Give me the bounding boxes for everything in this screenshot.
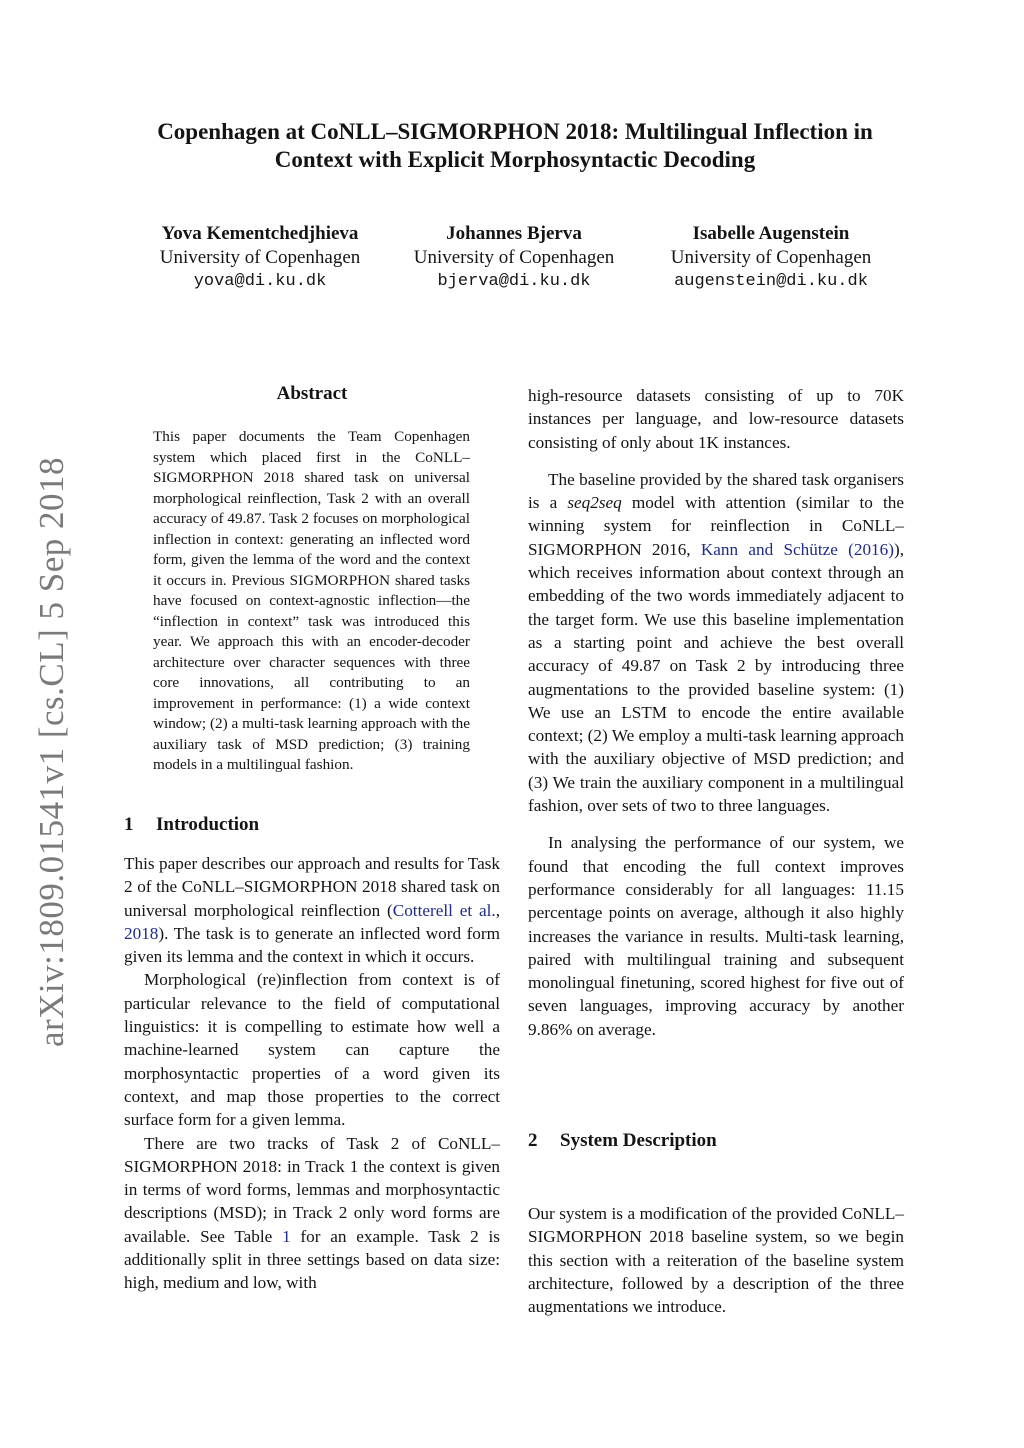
right-column-text xyxy=(528,384,904,1041)
left-column-text xyxy=(124,852,500,1295)
author-name: Yova Kementchedjhieva xyxy=(161,223,359,244)
citation-link[interactable]: Cotterell et al., 2018 xyxy=(124,900,500,943)
author-email[interactable]: yova@di.ku.dk xyxy=(193,272,327,291)
right-paragraph-1: high-resource datasets consisting of up to 70K instances per language, and low-resource datasets consisting of only about 1K instances. xyxy=(528,386,904,452)
author-block-2 xyxy=(384,222,644,294)
author-affiliation: University of Copenhagen xyxy=(413,247,615,268)
author-name: Isabelle Augenstein xyxy=(692,223,850,244)
abstract-body xyxy=(153,427,470,776)
author-email[interactable]: bjerva@di.ku.dk xyxy=(437,272,591,291)
section-heading-introduction: 1 Introduction xyxy=(124,814,260,835)
abstract-heading: Abstract xyxy=(276,383,348,404)
citation-link[interactable]: Kann and Schütze (2016) xyxy=(700,539,894,559)
author-block-3 xyxy=(641,222,901,294)
abstract-text: This paper documents the Team Copenhagen system which placed first in the CoNLL–SIGMORPHON 2018 shared task on universal morphological reinflection, Task 2 with an overall accuracy of 49.87. Task 2 focuses on morphological inflection in context: generating an inflected word form, given the lemma of the word and the context it occurs in. Previous SIGMORPHON shared tasks have focused on context-agnostic inflection—the “inflection in context” task was introduced this year. We approach this with an encoder-decoder architecture over character sequences with three core innovations, all contributing to an improvement in performance: (1) a wide context window; (2) a multi-task learning approach with the auxiliary task of MSD prediction; (3) training models in a multilingual fashion. xyxy=(153,428,470,773)
paper-title: Copenhagen at CoNLL–SIGMORPHON 2018: Multilingual Inflection in Context with Explicit Morphosyntactic Decoding xyxy=(157,119,873,172)
author-email[interactable]: augenstein@di.ku.dk xyxy=(674,272,868,291)
arxiv-identifier: arXiv:1809.01541v1 [cs.CL] 5 Sep 2018 xyxy=(32,456,72,1048)
author-affiliation: University of Copenhagen xyxy=(159,247,361,268)
system-description-text xyxy=(528,1202,904,1318)
author-block-1 xyxy=(130,222,390,294)
section-heading-system-description: 2 System Description xyxy=(528,1130,717,1151)
system-paragraph-1: Our system is a modification of the provided CoNLL–SIGMORPHON 2018 baseline system, so we begin this section with a reiteration of the baseline system architecture, followed by a description of the three augmentations we introduce. xyxy=(528,1204,904,1317)
author-affiliation: University of Copenhagen xyxy=(670,247,872,268)
intro-paragraph-3: There are two tracks of Task 2 of CoNLL–SIGMORPHON 2018: in Track 1 the context is given in terms of word forms, lemmas and morphosyntactic descriptions (MSD); in Track 2 only word forms are available. See Table 1 for an example. Task 2 is additionally split in three settings based on data size: high, medium and low, with xyxy=(124,1133,500,1293)
right-paragraph-2: The baseline provided by the shared task organisers is a seq2seq model with attention (similar to the winning system for reinflection in CoNLL–SIGMORPHON 2016, Kann and Schütze (2016)), which receives information about context through an embedding of the two words immediately adjacent to the target form. We use this baseline implementation as a starting point and achieve the best overall accuracy of 49.87 on Task 2 by introducing three augmentations to the provided baseline system: (1) We use an LSTM to encode the entire available context; (2) We employ a multi-task learning approach with the auxiliary objective of MSD prediction; and (3) We train the auxiliary component in a multilingual fashion, over sets of two to three languages. xyxy=(528,469,904,816)
right-paragraph-3: In analysing the performance of our system, we found that encoding the full context improves performance considerably for all languages: 11.15 percentage points on average, although it also highly increases the variance in results. Multi-task learning, paired with multilingual training and subsequent monolingual finetuning, scored highest for five out of seven languages, improving accuracy by another 9.86% on average. xyxy=(528,833,904,1039)
intro-paragraph-1: This paper describes our approach and results for Task 2 of the CoNLL–SIGMORPHON 2018 shared task on universal morphological reinflection (Cotterell et al., 2018). The task is to generate an inflected word form given its lemma and the context in which it occurs. xyxy=(124,854,500,967)
intro-paragraph-2: Morphological (re)inflection from context is of particular relevance to the field of computational linguistics: it is compelling to estimate how well a machine-learned system can capture the morphosyntactic properties of a word given its context, and map those properties to the correct surface form for a given lemma. xyxy=(124,970,500,1130)
table-reference-link[interactable]: 1 xyxy=(282,1226,291,1246)
author-name: Johannes Bjerva xyxy=(446,223,582,244)
